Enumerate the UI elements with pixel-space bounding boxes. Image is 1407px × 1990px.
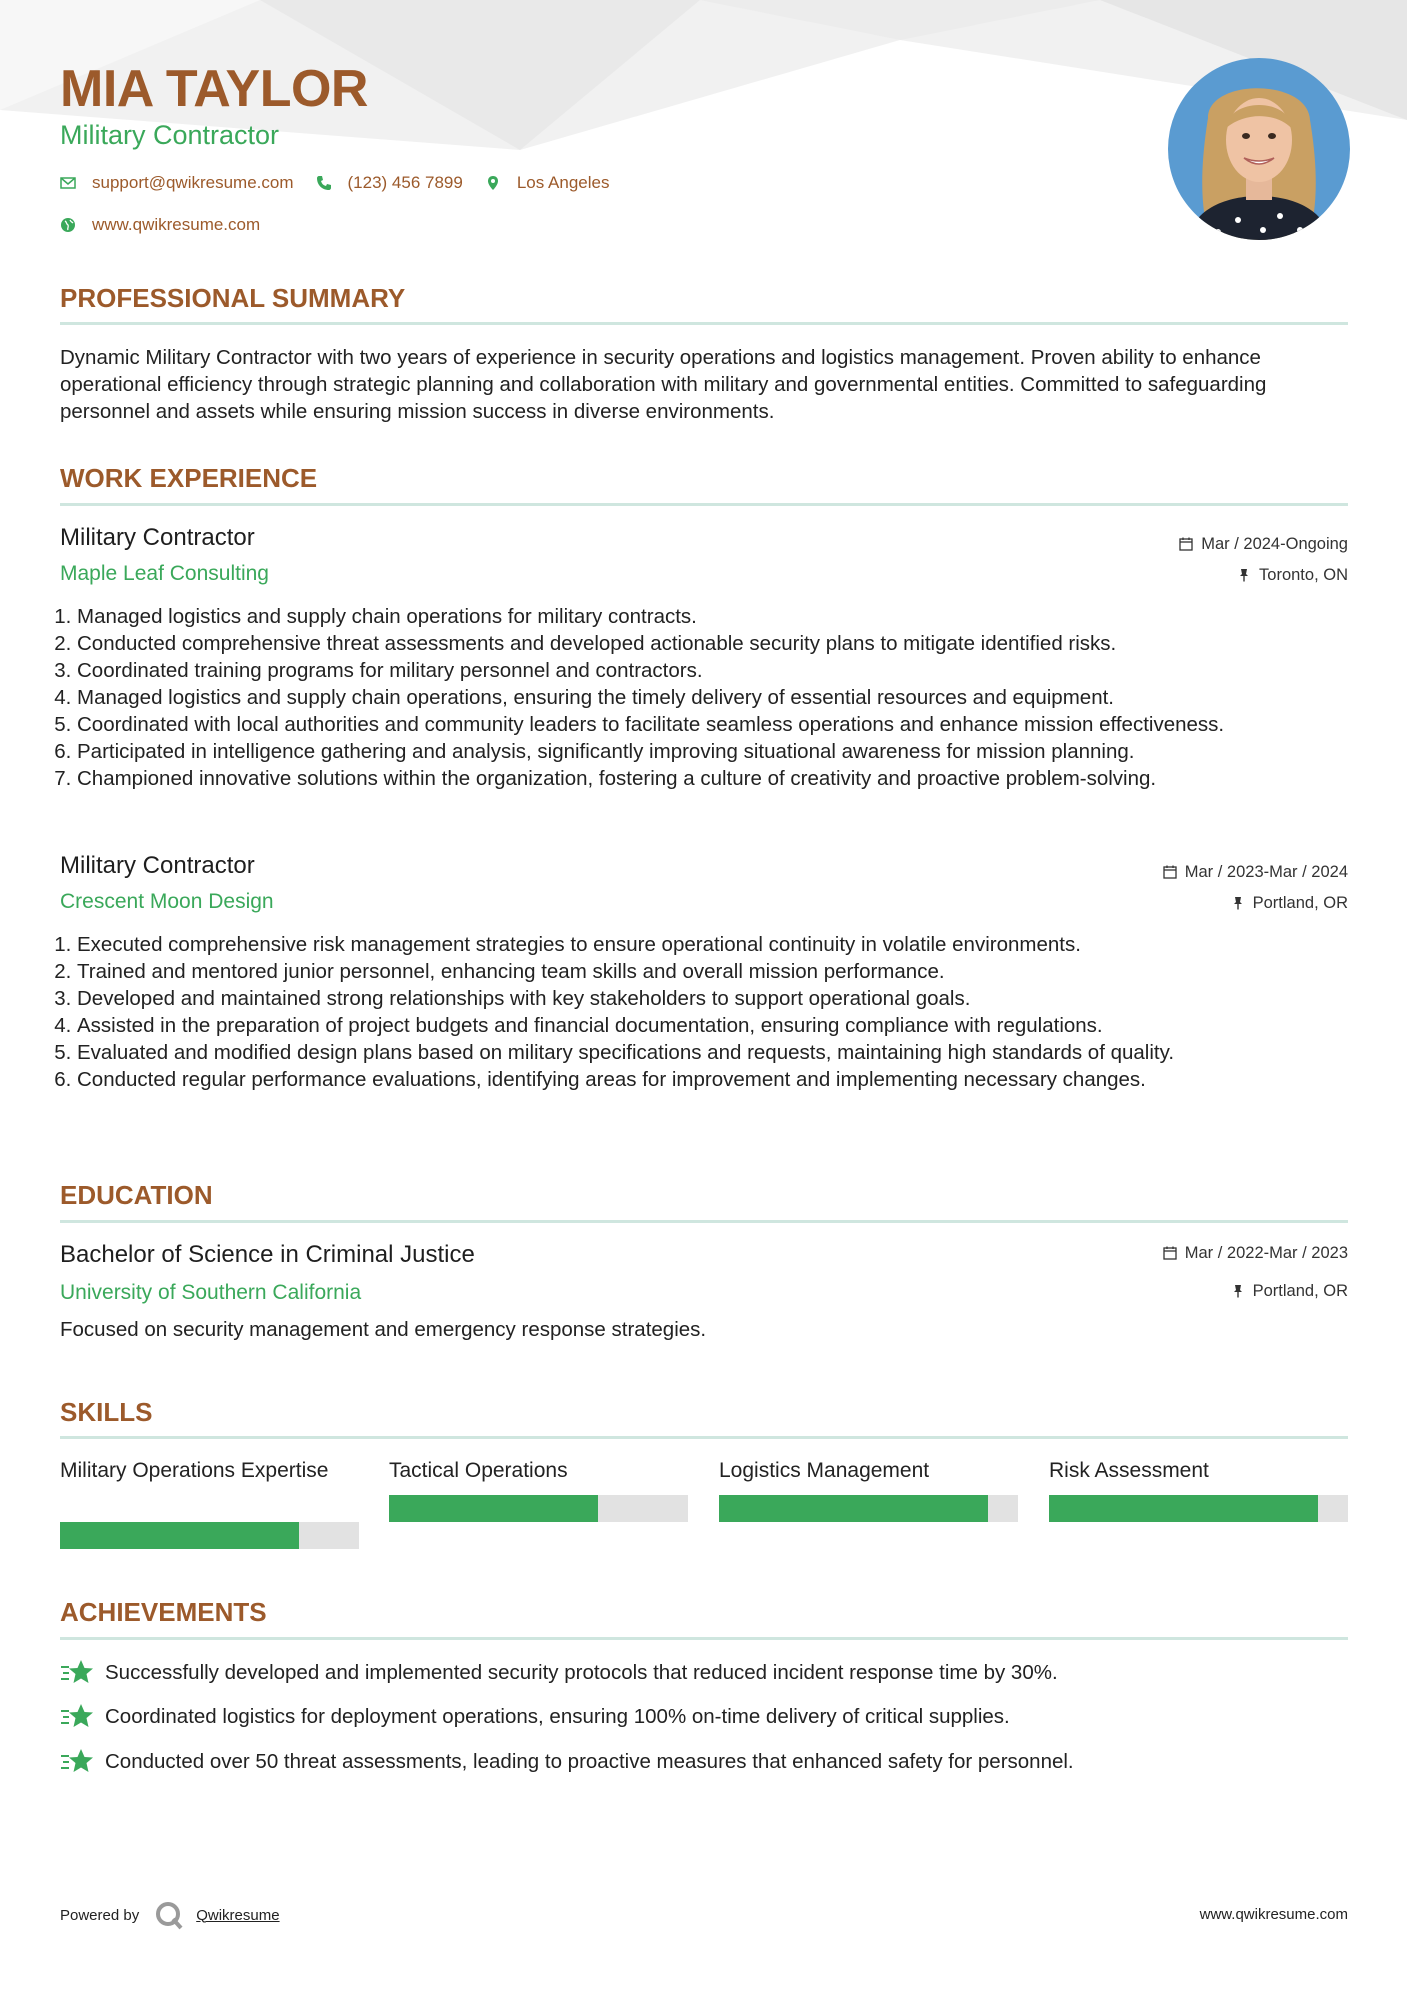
job-dates (1163, 861, 1348, 883)
star-achievement-icon (60, 1658, 94, 1686)
job-location-text: Portland, OR (1252, 894, 1348, 912)
globe-icon (60, 217, 76, 233)
skill-bar (719, 1495, 1018, 1522)
pushpin-icon (1231, 1284, 1245, 1298)
skill-bar (389, 1495, 688, 1522)
education-location (1231, 1280, 1348, 1302)
duty-item: 6. Participated in intelligence gathering and analysis, significantly improving situational awareness for mission planning. (77, 738, 1365, 765)
duty-item: 6. Conducted regular performance evaluations, identifying areas for improvement and implementing necessary changes. (77, 1066, 1365, 1093)
skill-bar (60, 1522, 359, 1549)
pushpin-icon (1231, 896, 1245, 910)
skill-bar (1049, 1495, 1348, 1522)
location-text: Los Angeles (516, 173, 610, 192)
skill-item (60, 1457, 359, 1511)
skills-heading: SKILLS (60, 1397, 153, 1427)
skill-item (1049, 1457, 1348, 1511)
duty-item: 3. Coordinated training programs for military personnel and contractors. (77, 657, 1365, 684)
contact-row (60, 173, 631, 193)
footer-website-link[interactable]: www.qwikresume.com (1199, 1906, 1348, 1923)
achievement-item (60, 1747, 1074, 1775)
phone-text: (123) 456 7899 (347, 173, 463, 192)
star-achievement-icon (60, 1702, 94, 1730)
job-title: Military Contractor (60, 524, 255, 551)
job-duties-list (60, 931, 1365, 1093)
candidate-name: MIA TAYLOR (60, 60, 368, 118)
section-divider (60, 1637, 1348, 1640)
job-duties-list (60, 603, 1365, 792)
section-divider (60, 1436, 1348, 1439)
contact-email[interactable] (60, 173, 294, 193)
duty-item: 5. Evaluated and modified design plans based on military specifications and requests, maintaining high standards of quality. (77, 1039, 1365, 1066)
achievements-heading: ACHIEVEMENTS (60, 1597, 267, 1627)
profile-photo (1168, 58, 1350, 240)
calendar-icon (1179, 537, 1193, 551)
skill-item (719, 1457, 1018, 1511)
calendar-icon (1163, 1246, 1177, 1260)
contact-location (485, 173, 610, 193)
contact-row-website (60, 215, 282, 235)
achievement-text: Successfully developed and implemented security protocols that reduced incident response time by 30%. (105, 1660, 1058, 1684)
skill-level-fill (60, 1522, 299, 1549)
education-dates-text: Mar / 2022-Mar / 2023 (1184, 1244, 1348, 1262)
section-divider (60, 322, 1348, 325)
duty-item: 1. Executed comprehensive risk management strategies to ensure operational continuity in volatile environments. (77, 931, 1365, 958)
achievement-item (60, 1702, 1010, 1730)
degree-title: Bachelor of Science in Criminal Justice (60, 1241, 475, 1268)
email-text: support@qwikresume.com (92, 173, 294, 192)
skill-level-fill (389, 1495, 598, 1522)
skill-name: Risk Assessment (1049, 1459, 1209, 1482)
job-dates-text: Mar / 2024-Ongoing (1201, 535, 1348, 553)
school-name: University of Southern California (60, 1281, 362, 1304)
qwikresume-link[interactable]: Qwikresume (196, 1906, 280, 1924)
skill-name: Tactical Operations (389, 1459, 568, 1482)
duty-item: 4. Assisted in the preparation of project budgets and financial documentation, ensuring compliance with regulations. (77, 1012, 1365, 1039)
job-dates (1179, 533, 1348, 555)
achievement-text: Coordinated logistics for deployment operations, ensuring 100% on-time delivery of critical supplies. (105, 1704, 1010, 1728)
job-title: Military Contractor (60, 852, 255, 879)
achievement-item (60, 1658, 1058, 1686)
achievement-text: Conducted over 50 threat assessments, leading to proactive measures that enhanced safety for personnel. (105, 1749, 1074, 1773)
duty-item: 1. Managed logistics and supply chain operations for military contracts. (77, 603, 1365, 630)
education-location-text: Portland, OR (1252, 1282, 1348, 1300)
duty-item: 3. Developed and maintained strong relationships with key stakeholders to support operational goals. (77, 985, 1365, 1012)
summary-heading: PROFESSIONAL SUMMARY (60, 283, 406, 313)
qwikresume-logo-icon (154, 1900, 184, 1930)
section-divider (60, 503, 1348, 506)
job-company: Maple Leaf Consulting (60, 562, 269, 585)
duty-item: 4. Managed logistics and supply chain operations, ensuring the timely delivery of essential resources and equipment. (77, 684, 1365, 711)
job-location (1237, 564, 1348, 586)
education-dates (1163, 1242, 1348, 1264)
education-heading: EDUCATION (60, 1180, 213, 1210)
footer-powered-by (60, 1900, 280, 1930)
experience-heading: WORK EXPERIENCE (60, 463, 318, 493)
job-dates-text: Mar / 2023-Mar / 2024 (1184, 863, 1348, 881)
duty-item: 2. Conducted comprehensive threat assessments and developed actionable security plans to mitigate identified risks. (77, 630, 1365, 657)
phone-icon (316, 175, 332, 191)
duty-item: 2. Trained and mentored junior personnel, enhancing team skills and overall mission performance. (77, 958, 1365, 985)
calendar-icon (1163, 865, 1177, 879)
powered-by-label: Powered by (60, 1906, 140, 1924)
job-location (1231, 892, 1348, 914)
contact-website[interactable] (60, 215, 260, 235)
envelope-icon (60, 175, 76, 191)
duty-item: 5. Coordinated with local authorities and community leaders to facilitate seamless operations and enhance mission effectiveness. (77, 711, 1365, 738)
education-description: Focused on security management and emergency response strategies. (60, 1318, 707, 1341)
job-company: Crescent Moon Design (60, 890, 274, 913)
skill-level-fill (719, 1495, 988, 1522)
section-divider (60, 1220, 1348, 1223)
skill-item (389, 1457, 688, 1511)
website-text: www.qwikresume.com (92, 215, 261, 234)
star-achievement-icon (60, 1747, 94, 1775)
pushpin-icon (1237, 568, 1251, 582)
candidate-title: Military Contractor (60, 120, 280, 150)
skill-name: Logistics Management (719, 1459, 930, 1482)
job-location-text: Toronto, ON (1259, 566, 1348, 584)
skill-level-fill (1049, 1495, 1318, 1522)
skill-name: Military Operations Expertise (60, 1459, 329, 1482)
summary-text: Dynamic Military Contractor with two years of experience in security operations and logistics management. Proven ability to enhance operational efficiency through strategic planning and collaboration with military and governmental entities. Committed to safeguarding personnel and assets while ensuring mission success in diverse environments. (60, 346, 1267, 423)
contact-phone[interactable] (316, 173, 463, 193)
map-pin-icon (485, 175, 501, 191)
duty-item: 7. Championed innovative solutions within the organization, fostering a culture of creativity and proactive problem-solving. (77, 765, 1365, 792)
